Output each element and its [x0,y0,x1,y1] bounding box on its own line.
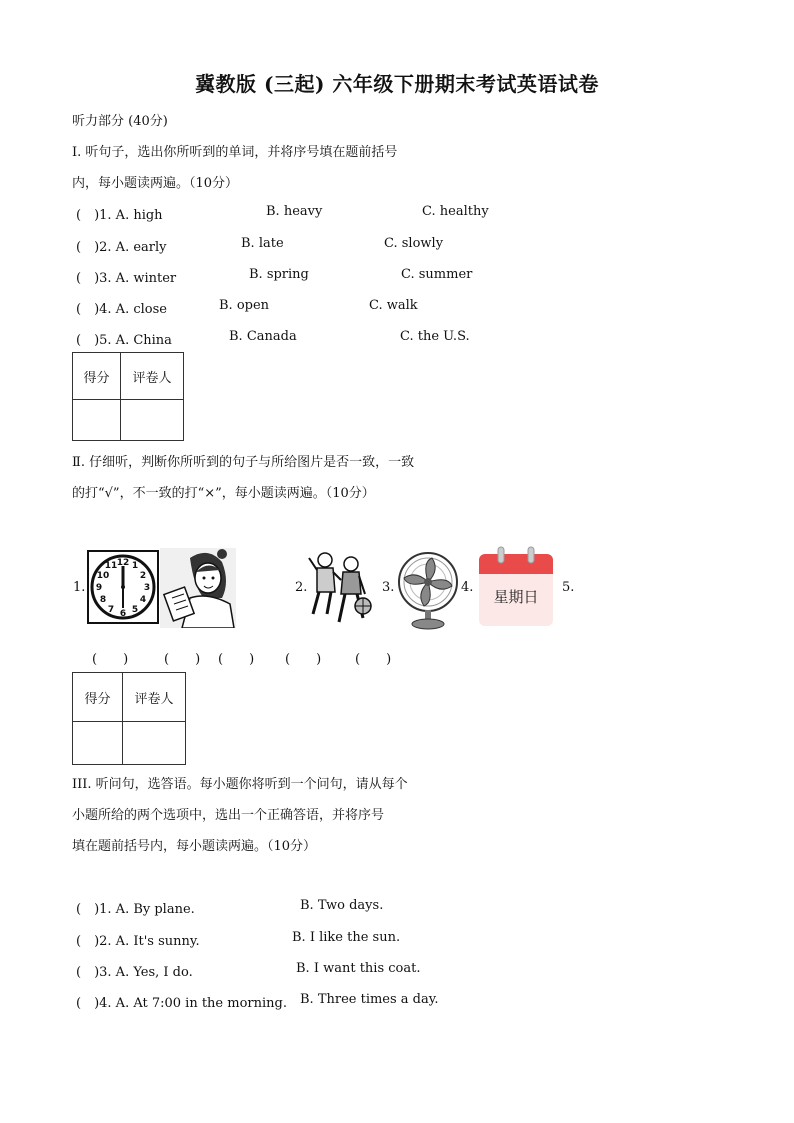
p3-question-4-option-b: B. Three times a day. [300,992,439,1007]
p3-question-2-option-b: B. I like the sun. [292,930,401,945]
question-1-option-c: C. healthy [422,204,489,219]
picture-label-2: 2. [295,580,308,595]
p3-question-3-option-a: ( )3. A. Yes, I do. [76,965,193,980]
calendar-icon [478,546,554,628]
answer-bracket-1[interactable]: ( ) [92,652,129,667]
svg-text:3: 3 [143,583,151,593]
part2-instruction-line2: 的打“√”，不一致的打“×”，每小题读两遍。（10分） [72,486,375,501]
svg-text:12: 12 [116,558,130,568]
part3-instruction-line3: 填在题前括号内，每小题读两遍。（10分） [72,839,317,854]
electric-fan-icon [396,550,460,634]
answer-bracket-3[interactable]: ( ) [218,652,255,667]
picture-label-4: 4. [461,580,474,595]
grader-cell[interactable] [121,400,184,441]
question-5-option-a: ( )5. A. China [76,333,172,348]
page-title: 冀教版 (三起) 六年级下册期末考试英语试卷 [195,72,599,96]
question-4-option-a: ( )4. A. close [76,302,167,317]
question-4-option-b: B. open [219,298,270,313]
svg-text:8: 8 [99,595,107,605]
calendar-day-text: 星期日 [493,588,539,606]
p3-question-1-option-b: B. Two days. [300,898,384,913]
part1-instruction-line1: Ⅰ. 听句子，选出你所听到的单词，并将序号填在题前括号 [72,145,398,160]
svg-text:11: 11 [104,561,118,571]
svg-text:7: 7 [107,605,115,615]
question-2-option-c: C. slowly [384,236,444,251]
svg-text:5: 5 [131,605,139,615]
score-table-1 [72,352,184,441]
p3-question-3-option-b: B. I want this coat. [296,961,421,976]
p3-question-1-option-a: ( )1. A. By plane. [76,902,195,917]
score-cell[interactable] [73,722,123,765]
svg-text:10: 10 [96,571,110,581]
answer-bracket-5[interactable]: ( ) [355,652,392,667]
svg-text:6: 6 [119,609,127,619]
question-4-option-c: C. walk [369,298,418,313]
picture-label-3: 3. [382,580,395,595]
girl-reading-icon [160,548,236,632]
score-cell[interactable] [73,400,121,441]
score-label: 得分 [73,353,121,400]
score-table-2 [72,672,186,765]
picture-label-1: 1. [73,580,86,595]
grader-label: 评卷人 [123,673,186,722]
part1-instruction-line2: 内，每小题读两遍。（10分） [72,176,239,191]
grader-label: 评卷人 [121,353,184,400]
part3-instruction-line2: 小题所给的两个选项中，选出一个正确答语，并将序号 [72,808,385,823]
section-header: 听力部分 (40分) [72,114,168,129]
question-3-option-a: ( )3. A. winter [76,271,177,286]
question-2-option-a: ( )2. A. early [76,240,167,255]
p3-question-2-option-a: ( )2. A. It's sunny. [76,934,200,949]
question-5-option-c: C. the U.S. [400,329,470,344]
svg-text:1: 1 [131,561,139,571]
picture-label-5: 5. [562,580,575,595]
part3-instruction-line1: III. 听问句，选答语。每小题你将听到一个问句，请从每个 [72,777,408,792]
question-3-option-b: B. spring [249,267,309,282]
answer-bracket-2[interactable]: ( ) [164,652,201,667]
svg-text:4: 4 [139,595,147,605]
question-2-option-b: B. late [241,236,284,251]
score-label: 得分 [73,673,123,722]
question-3-option-c: C. summer [401,267,473,282]
question-1-option-a: ( )1. A. high [76,208,163,223]
part2-instruction-line1: Ⅱ. 仔细听，判断你所听到的句子与所给图片是否一致，一致 [72,455,415,470]
svg-text:9: 9 [95,583,103,593]
clock-icon [87,550,159,628]
grader-cell[interactable] [123,722,186,765]
question-1-option-b: B. heavy [266,204,323,219]
answer-bracket-4[interactable]: ( ) [285,652,322,667]
basketball-players-icon [305,548,377,634]
question-5-option-b: B. Canada [229,329,297,344]
svg-text:2: 2 [139,571,147,581]
p3-question-4-option-a: ( )4. A. At 7:00 in the morning. [76,996,287,1011]
